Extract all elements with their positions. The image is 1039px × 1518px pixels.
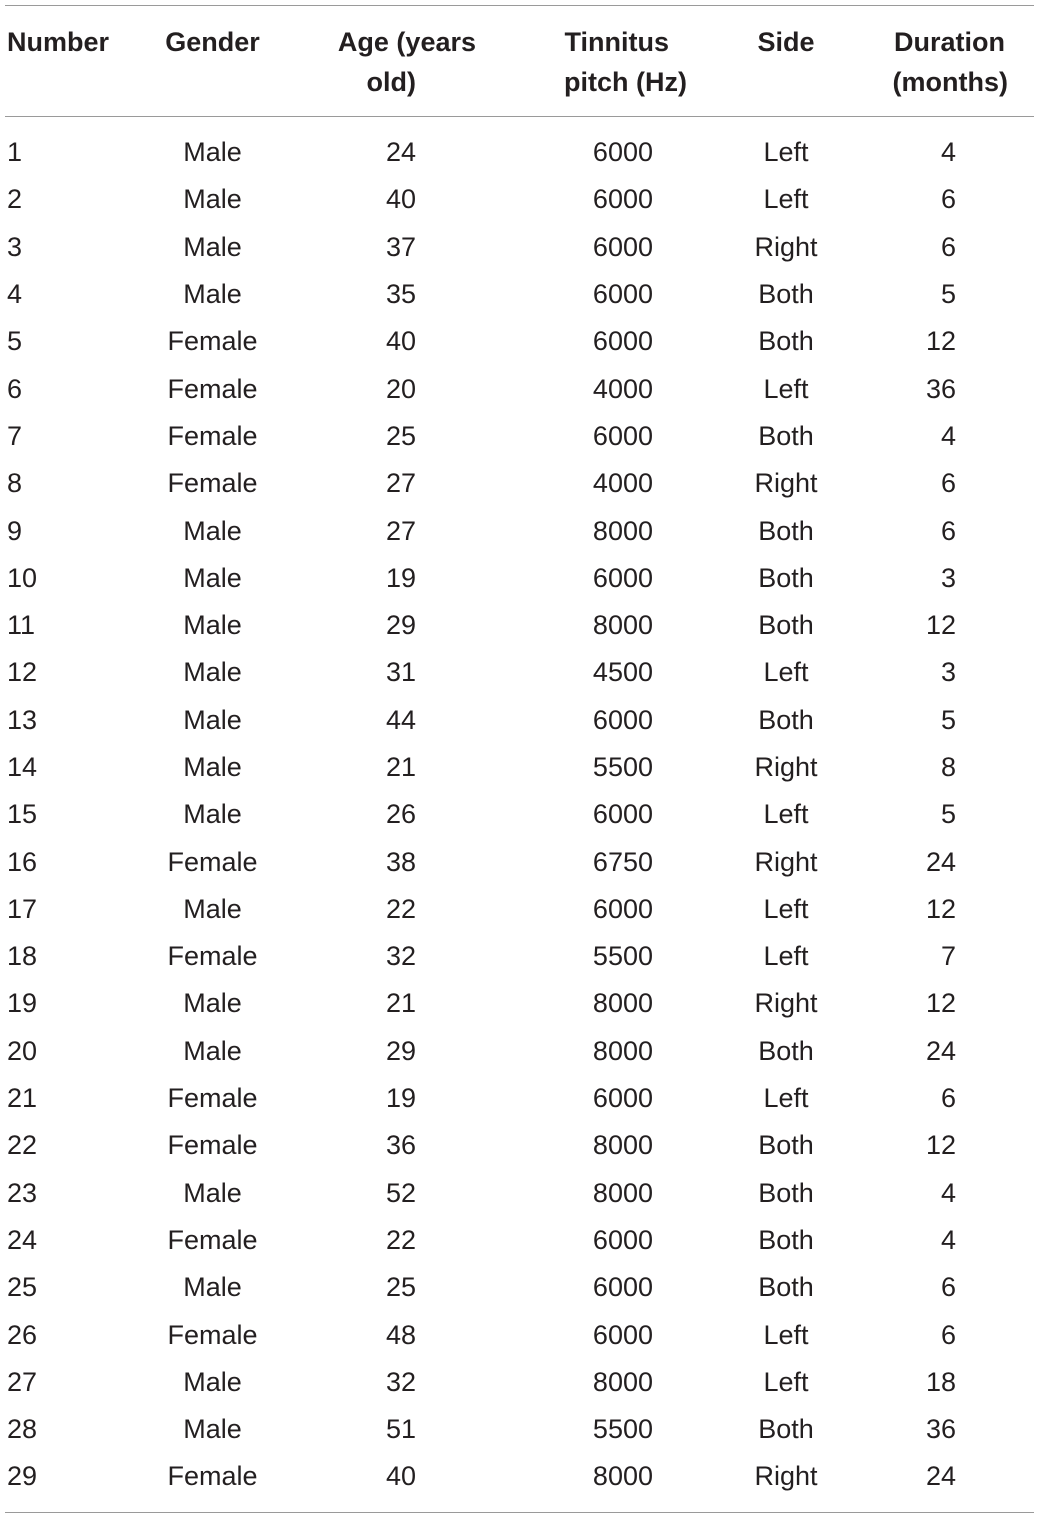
header-duration-line-1: Duration — [894, 27, 1005, 57]
cell-side: Right — [754, 846, 818, 877]
cell-pitch: 6000 — [592, 184, 653, 215]
cell-number: 16 — [7, 846, 38, 877]
table-header — [5, 6, 1034, 116]
cell-pitch: 4000 — [592, 468, 653, 499]
header-side — [740, 6, 820, 116]
cell-duration: 24 — [925, 1035, 956, 1066]
cell-pitch: 8000 — [592, 1366, 653, 1397]
cell-gender: Female — [167, 420, 258, 451]
cell-duration: 6 — [940, 1272, 956, 1303]
table-row — [5, 318, 1034, 365]
cell-number: 27 — [7, 1366, 38, 1397]
cell-duration: 6 — [940, 515, 956, 546]
cell-number: 20 — [7, 1035, 38, 1066]
cell-duration: 6 — [940, 1083, 956, 1114]
header-number — [5, 6, 125, 116]
cell-side: Both — [758, 1035, 814, 1066]
cell-gender: Male — [183, 799, 242, 830]
cell-age: 51 — [385, 1414, 416, 1445]
header-number-line: Number — [7, 27, 110, 57]
cell-side: Right — [754, 752, 818, 782]
table-row — [5, 1170, 1034, 1217]
cell-gender: Female — [167, 1083, 258, 1114]
cell-gender: Female — [167, 1461, 258, 1492]
cell-side: Both — [758, 1177, 814, 1208]
cell-gender: Male — [183, 657, 242, 688]
cell-pitch: 5500 — [592, 1414, 653, 1445]
cell-number: 11 — [7, 610, 36, 641]
cell-pitch: 6000 — [592, 326, 653, 357]
cell-pitch: 6000 — [592, 1083, 653, 1114]
header-pitch — [490, 6, 740, 116]
cell-gender: Male — [183, 893, 242, 924]
header-duration — [820, 6, 1034, 116]
table-row — [5, 460, 1034, 507]
cell-gender: Male — [183, 1272, 242, 1303]
cell-duration: 5 — [940, 704, 956, 735]
cell-side: Left — [763, 941, 809, 972]
cell-side: Both — [758, 1272, 814, 1303]
table-body — [5, 116, 1034, 1501]
cell-age: 19 — [385, 1083, 416, 1114]
cell-gender: Male — [183, 137, 242, 168]
header-age — [300, 6, 490, 116]
cell-side: Both — [758, 326, 814, 357]
table-row — [5, 224, 1034, 271]
cell-number: 29 — [7, 1461, 38, 1492]
cell-age: 32 — [385, 941, 416, 972]
cell-age: 26 — [385, 799, 416, 830]
cell-age: 19 — [385, 562, 416, 593]
cell-duration: 5 — [940, 279, 956, 310]
cell-number: 23 — [7, 1177, 38, 1208]
cell-pitch: 8000 — [592, 1130, 653, 1161]
table-row — [5, 791, 1034, 838]
header-age-line-2: old) — [366, 67, 416, 97]
cell-age: 40 — [385, 326, 416, 357]
cell-age: 38 — [385, 846, 416, 877]
cell-side: Left — [763, 1319, 809, 1350]
cell-age: 32 — [385, 1366, 416, 1397]
header-gender-line: Gender — [165, 27, 260, 57]
cell-pitch: 6000 — [592, 1272, 653, 1303]
cell-pitch: 8000 — [592, 1461, 653, 1492]
cell-pitch: 8000 — [592, 610, 653, 641]
table-row — [5, 365, 1034, 412]
cell-age: 40 — [385, 1461, 416, 1492]
cell-gender: Male — [183, 184, 242, 215]
cell-pitch: 8000 — [592, 1035, 653, 1066]
cell-age: 35 — [385, 279, 416, 310]
header-pitch-line-1: Tinnitus — [564, 27, 669, 57]
header-side-line: Side — [757, 27, 815, 57]
patient-table — [5, 6, 1034, 1501]
cell-gender: Female — [167, 326, 258, 357]
cell-number: 7 — [7, 420, 23, 451]
cell-side: Both — [758, 420, 814, 451]
cell-number: 1 — [7, 137, 23, 168]
cell-pitch: 4500 — [592, 657, 653, 688]
cell-age: 27 — [385, 515, 416, 546]
cell-pitch: 6000 — [592, 562, 653, 593]
cell-number: 17 — [7, 893, 38, 924]
cell-pitch: 6000 — [592, 1224, 653, 1255]
table-row — [5, 744, 1034, 791]
cell-gender: Male — [183, 1366, 242, 1397]
cell-number: 8 — [7, 468, 23, 499]
cell-age: 25 — [385, 1272, 416, 1303]
table-row — [5, 602, 1034, 649]
table-row — [5, 697, 1034, 744]
cell-gender: Male — [183, 1414, 242, 1445]
cell-age: 29 — [385, 610, 416, 641]
cell-number: 10 — [7, 562, 38, 593]
cell-age: 36 — [385, 1130, 416, 1161]
cell-gender: Male — [183, 279, 242, 310]
cell-duration: 12 — [925, 610, 956, 641]
cell-age: 37 — [385, 231, 416, 262]
cell-gender: Male — [183, 704, 242, 735]
cell-number: 4 — [7, 279, 23, 310]
cell-gender: Female — [167, 846, 258, 877]
cell-age: 29 — [385, 1035, 416, 1066]
cell-number: 24 — [7, 1224, 38, 1255]
table-row — [5, 116, 1034, 176]
cell-gender: Female — [167, 1130, 258, 1161]
table-row — [5, 176, 1034, 223]
cell-pitch: 6000 — [592, 799, 653, 830]
cell-side: Both — [758, 1130, 814, 1161]
cell-number: 5 — [7, 326, 23, 357]
table-bottom-rule — [5, 1512, 1034, 1513]
cell-duration: 6 — [940, 468, 956, 499]
cell-duration: 12 — [925, 326, 956, 357]
cell-gender: Male — [183, 562, 242, 593]
header-row — [5, 6, 1034, 116]
cell-pitch: 6000 — [592, 1319, 653, 1350]
cell-pitch: 8000 — [592, 515, 653, 546]
cell-number: 22 — [7, 1130, 38, 1161]
cell-side: Left — [763, 373, 809, 404]
cell-duration: 6 — [940, 1319, 956, 1350]
cell-gender: Male — [183, 231, 242, 262]
table-row — [5, 649, 1034, 696]
cell-side: Left — [763, 657, 809, 688]
cell-age: 48 — [385, 1319, 416, 1350]
cell-side: Right — [754, 468, 818, 499]
cell-number: 26 — [7, 1319, 38, 1350]
cell-pitch: 8000 — [592, 988, 653, 1019]
cell-duration: 24 — [925, 846, 956, 877]
cell-number: 28 — [7, 1414, 38, 1445]
cell-duration: 24 — [925, 1461, 956, 1492]
table-row — [5, 507, 1034, 554]
cell-number: 25 — [7, 1272, 38, 1303]
table-row — [5, 933, 1034, 980]
cell-pitch: 6000 — [592, 893, 653, 924]
cell-gender: Male — [183, 752, 242, 782]
cell-number: 3 — [7, 231, 23, 262]
table-row — [5, 1264, 1034, 1311]
cell-pitch: 5500 — [592, 941, 653, 972]
header-duration-line-2: (months) — [892, 67, 1008, 97]
cell-duration: 36 — [925, 373, 956, 404]
cell-gender: Female — [167, 1319, 258, 1350]
table-row — [5, 1311, 1034, 1358]
cell-side: Both — [758, 704, 814, 735]
cell-side: Both — [758, 1224, 814, 1255]
cell-pitch: 6750 — [592, 846, 653, 877]
cell-duration: 4 — [940, 420, 956, 451]
cell-side: Both — [758, 610, 814, 641]
table-row — [5, 1359, 1034, 1406]
cell-duration: 8 — [940, 752, 956, 782]
cell-duration: 3 — [940, 562, 956, 593]
cell-age: 21 — [385, 752, 416, 782]
cell-side: Left — [763, 893, 809, 924]
cell-gender: Male — [183, 610, 242, 641]
cell-gender: Male — [183, 988, 242, 1019]
cell-side: Left — [763, 799, 809, 830]
header-pitch-line-2: pitch (Hz) — [564, 67, 687, 97]
table-row — [5, 1217, 1034, 1264]
table-row — [5, 1075, 1034, 1122]
table-row — [5, 413, 1034, 460]
table-row — [5, 1406, 1034, 1453]
cell-age: 22 — [385, 1224, 416, 1255]
cell-number: 9 — [7, 515, 23, 546]
header-gender — [125, 6, 300, 116]
cell-number: 19 — [7, 988, 38, 1019]
cell-number: 14 — [7, 752, 38, 782]
table-row — [5, 1453, 1034, 1500]
cell-pitch: 6000 — [592, 231, 653, 262]
cell-number: 13 — [7, 704, 38, 735]
cell-number: 21 — [7, 1083, 38, 1114]
cell-side: Both — [758, 515, 814, 546]
cell-pitch: 6000 — [592, 704, 653, 735]
cell-gender: Female — [167, 1224, 258, 1255]
cell-duration: 5 — [940, 799, 956, 830]
cell-duration: 18 — [925, 1366, 956, 1397]
cell-gender: Male — [183, 515, 242, 546]
cell-pitch: 8000 — [592, 1177, 653, 1208]
cell-number: 18 — [7, 941, 38, 972]
cell-age: 21 — [385, 988, 416, 1019]
cell-side: Both — [758, 562, 814, 593]
table-row — [5, 1028, 1034, 1075]
cell-age: 40 — [385, 184, 416, 215]
cell-duration: 12 — [925, 988, 956, 1019]
cell-duration: 12 — [925, 893, 956, 924]
table-row — [5, 555, 1034, 602]
cell-duration: 3 — [940, 657, 956, 688]
cell-number: 2 — [7, 184, 23, 215]
cell-pitch: 6000 — [592, 137, 653, 168]
cell-age: 44 — [385, 704, 416, 735]
cell-number: 12 — [7, 657, 38, 688]
cell-pitch: 4000 — [592, 373, 653, 404]
cell-gender: Female — [167, 468, 258, 499]
cell-duration: 6 — [940, 184, 956, 215]
cell-gender: Male — [183, 1035, 242, 1066]
cell-duration: 4 — [940, 1224, 956, 1255]
cell-age: 24 — [385, 137, 416, 168]
cell-side: Both — [758, 1414, 814, 1445]
cell-side: Left — [763, 137, 809, 168]
cell-gender: Male — [183, 1177, 242, 1208]
cell-age: 27 — [385, 468, 416, 499]
cell-duration: 36 — [925, 1414, 956, 1445]
cell-age: 22 — [385, 893, 416, 924]
table-row — [5, 1122, 1034, 1169]
table-row — [5, 271, 1034, 318]
cell-side: Both — [758, 279, 814, 310]
cell-gender: Female — [167, 373, 258, 404]
cell-gender: Female — [167, 941, 258, 972]
cell-side: Right — [754, 1461, 818, 1492]
cell-age: 52 — [385, 1177, 416, 1208]
cell-number: 15 — [7, 799, 38, 830]
cell-side: Left — [763, 1083, 809, 1114]
cell-pitch: 6000 — [592, 279, 653, 310]
header-age-line-1: Age (years — [337, 27, 476, 57]
cell-age: 31 — [385, 657, 416, 688]
cell-age: 20 — [385, 373, 416, 404]
cell-duration: 6 — [940, 231, 956, 262]
table-row — [5, 980, 1034, 1027]
cell-duration: 4 — [940, 1177, 956, 1208]
cell-side: Left — [763, 1366, 809, 1397]
cell-duration: 4 — [940, 137, 956, 168]
cell-pitch: 5500 — [592, 752, 653, 782]
table-row — [5, 886, 1034, 933]
cell-pitch: 6000 — [592, 420, 653, 451]
cell-number: 6 — [7, 373, 23, 404]
cell-duration: 7 — [940, 941, 956, 972]
table-row — [5, 838, 1034, 885]
cell-duration: 12 — [925, 1130, 956, 1161]
cell-side: Right — [754, 988, 818, 1019]
cell-side: Right — [754, 231, 818, 262]
cell-side: Left — [763, 184, 809, 215]
cell-age: 25 — [385, 420, 416, 451]
